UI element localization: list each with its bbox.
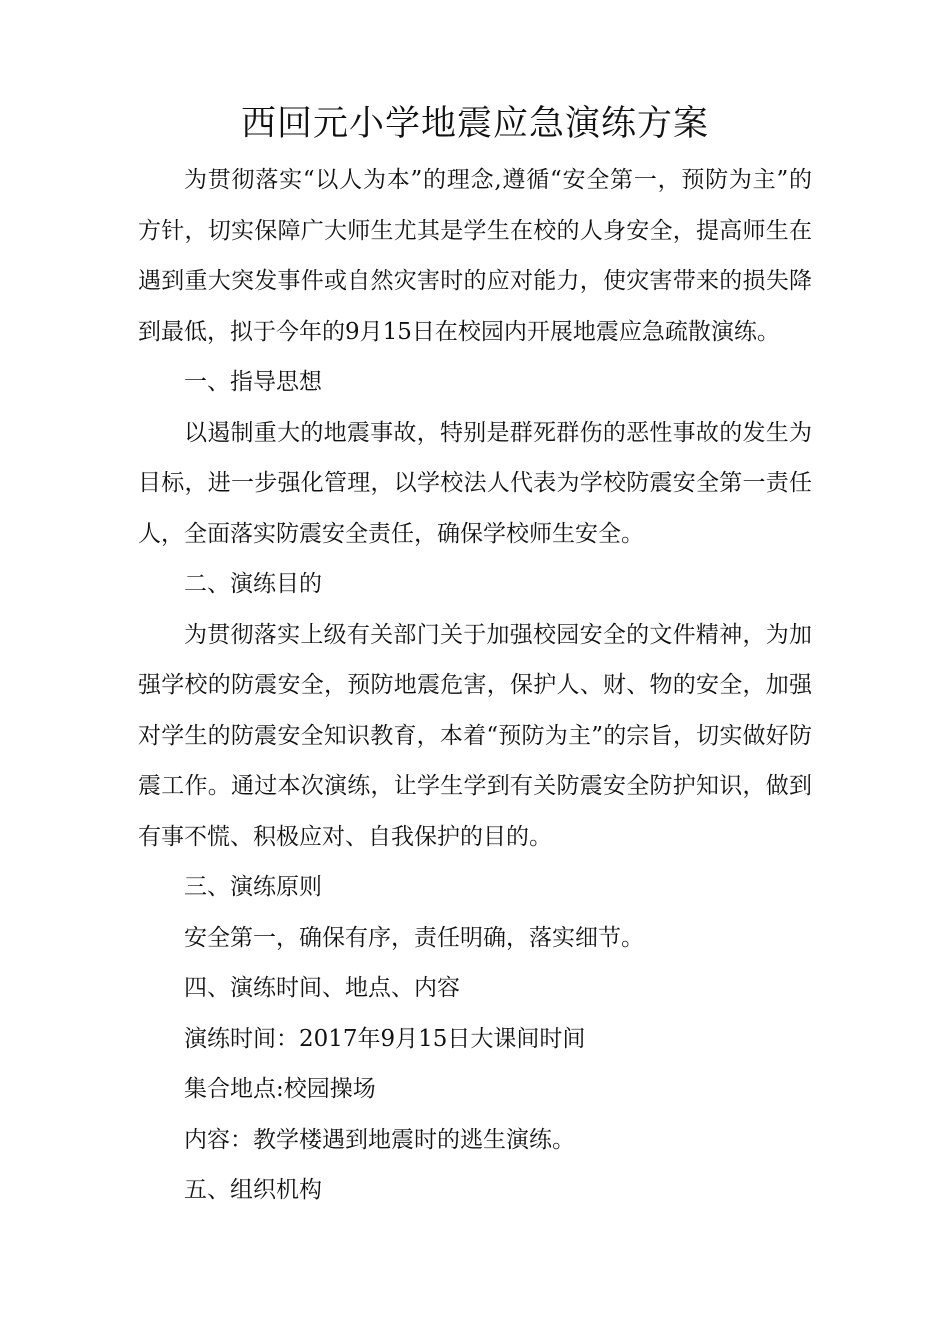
document-body [138,155,812,1216]
drill-time-line: 演练时间：2017年9月15日大课间时间 [184,1025,586,1052]
section-heading-drill-purpose: 二、演练目的 [184,571,322,597]
section-heading-organization: 五、组织机构 [184,1177,322,1203]
section-heading-guiding-ideology: 一、指导思想 [184,369,322,395]
section-heading-drill-principles: 三、演练原则 [184,874,322,900]
guiding-ideology-paragraph: 以遏制重大的地震事故，特别是群死群伤的恶性事故的发生为目标，进一步强化管理，以学校法人代表为学校防震安全第一责任人，全面落实防震安全责任，确保学校师生安全。 [138,419,812,547]
section-heading-time-place-content: 四、演练时间、地点、内容 [184,975,460,1001]
drill-principles-paragraph: 安全第一，确保有序，责任明确，落实细节。 [184,924,644,951]
intro-paragraph: 为贯彻落实“以人为本”的理念,遵循“安全第一，预防为主”的方针，切实保障广大师生尤其是学生在校的人身安全，提高师生在遇到重大突发事件或自然灾害时的应对能力，使灾害带来的损失降到最低，拟于今年的9月15日在校园内开展地震应急疏散演练。 [138,167,812,345]
drill-content-line: 内容：教学楼遇到地震时的逃生演练。 [184,1126,575,1153]
document-title: 西回元小学地震应急演练方案 [240,104,709,144]
assembly-place-line: 集合地点:校园操场 [184,1076,376,1102]
drill-purpose-paragraph: 为贯彻落实上级有关部门关于加强校园安全的文件精神，为加强学校的防震安全，预防地震危害，保护人、财、物的安全，加强对学生的防震安全知识教育，本着“预防为主”的宗旨，切实做好防震工作。通过本次演练，让学生学到有关防震安全防护知识，做到有事不慌、积极应对、自我保护的目的。 [138,621,812,850]
